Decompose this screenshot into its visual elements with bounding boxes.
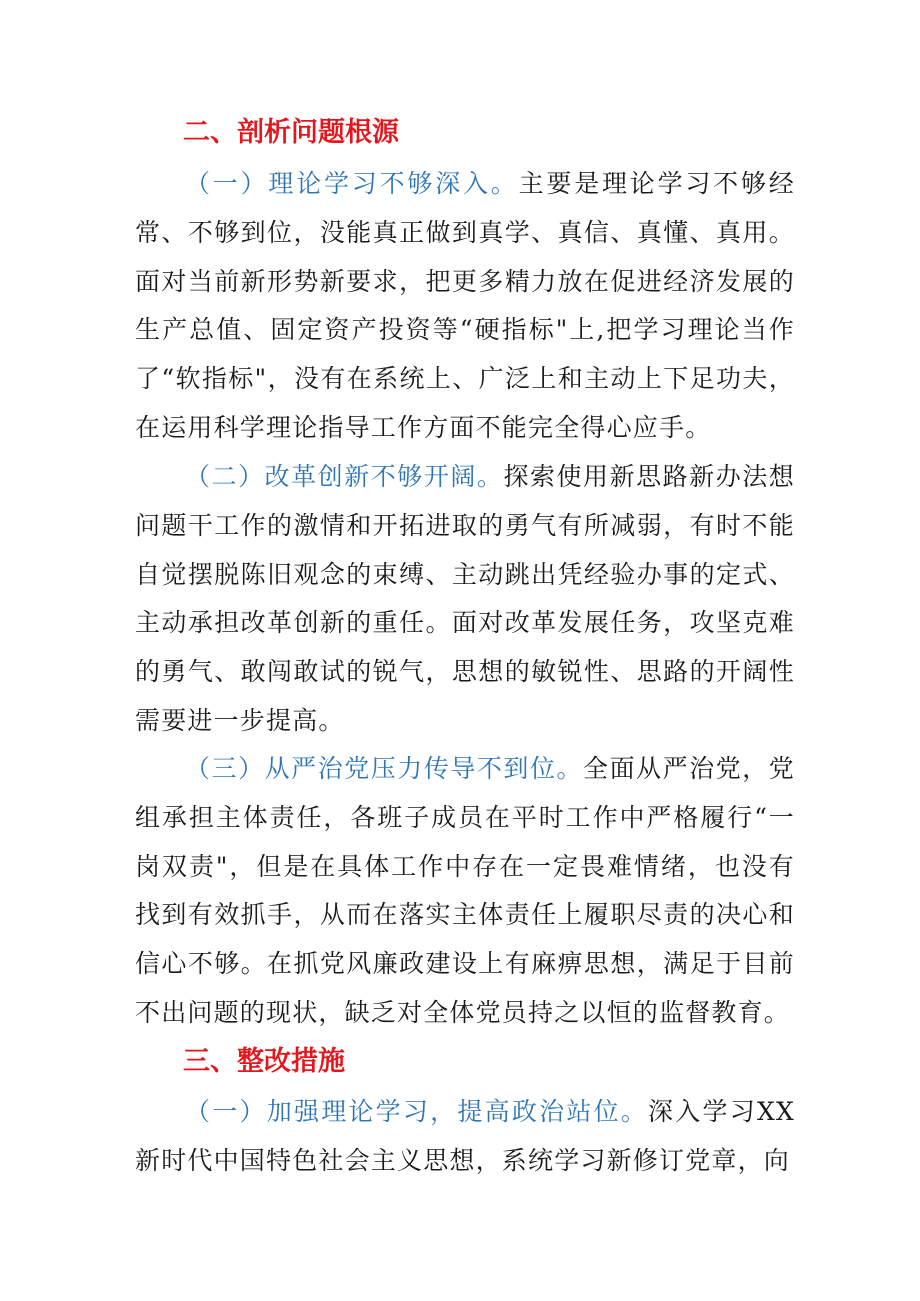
section-heading-analysis: 二、剖析问题根源 [183,117,399,148]
paragraph-body: 全面从严治党，党组承担主体责任，各班子成员在平时工作中严格履行“一岗双责"，但是在具体工作中存在一定畏难情绪，也没有找到有效抓手，从而在落实主体责任上履职尽责的决心和信心不够。在抓党风廉政建设上有麻痹思想，满足于目前不出问题的现状，缺乏对全体党员持之以恒的监督教育。 [135,754,795,1027]
section-heading-measures: 三、整改措施 [183,1046,345,1077]
paragraph-subtitle: （三）从严治党压力传导不到位。 [185,754,584,783]
paragraph-analysis-2 [135,453,795,746]
paragraph-analysis-1 [135,160,795,453]
paragraph-subtitle: （一）理论学习不够深入。 [185,169,519,198]
paragraph-body: 主要是理论学习不够经常、不够到位，没能真正做到真学、真信、真懂、真用。面对当前新形势新要求，把更多精力放在促进经济发展的生产总值、固定资产投资等“硬指标"上,把学习理论当作了“软指标"，没有在系统上、广泛上和主动上下足功夫，在运用科学理论指导工作方面不能完全得心应手。 [135,169,795,442]
paragraph-subtitle: （二）改革创新不够开阔。 [185,462,504,491]
paragraph-analysis-3 [135,745,795,1038]
paragraph-body: 探索使用新思路新办法想问题干工作的激情和开拓进取的勇气有所减弱，有时不能自觉摆脱陈旧观念的束缚、主动跳出凭经验办事的定式、主动承担改革创新的重任。面对改革发展任务，攻坚克难的勇气、敢闯敢试的锐气，思想的敏锐性、思路的开阔性需要进一步提高。 [135,462,795,735]
paragraph-body: 深入学习XX新时代中国特色社会主义思想，系统学习新修订党章，向 [135,1097,795,1175]
paragraph-subtitle: （一）加强理论学习，提高政治站位。 [185,1097,649,1126]
paragraph-measures-1 [135,1088,795,1186]
